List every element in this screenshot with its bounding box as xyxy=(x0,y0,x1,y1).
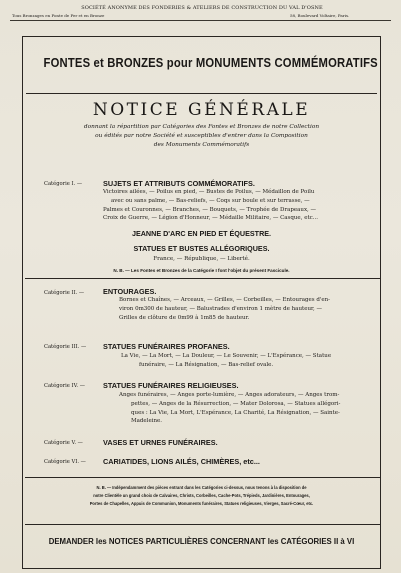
allegoriques-items: France, — République, — Liberté. xyxy=(153,256,250,262)
category-title: VASES ET URNES FUNÉRAIRES. xyxy=(103,438,218,447)
category-title: STATUES FUNÉRAIRES RELIGIEUSES. xyxy=(103,381,239,390)
category-title: ENTOURAGES. xyxy=(103,287,157,296)
item-line: Palmes et Couronnes, — Branches, — Bouquets, — Trophée de Drapeaux, — xyxy=(103,206,317,213)
category-title: SUJETS ET ATTRIBUTS COMMÉMORATIFS. xyxy=(103,179,255,188)
item-line: avec ou sans palme, — Bas-reliefs, — Coqs sur boule et sur terrasse, — xyxy=(111,197,310,204)
intro-line: ou édités par notre Société et susceptibles d'entrer dans la Composition xyxy=(95,133,308,139)
footnote-line: Portes de Chapelles, Appuis de Communion, Monuments funéraires, Statues religieuses, Vierges, Sacré-Cœur, etc. xyxy=(89,500,314,506)
footnote-line: N. B. — Indépendamment des pièces entrant dans les Catégories ci-dessus, nous tenons à la disposition de xyxy=(96,485,307,490)
item-line: Madeleine. xyxy=(131,418,163,425)
title-box xyxy=(26,40,377,94)
category-items xyxy=(119,296,330,322)
nb-note: N. B. — Les Fontes et Bronzes de la Catégorie I font l'objet du présent Fascicule. xyxy=(113,268,290,273)
jeanne-title: JEANNE D'ARC EN PIED ET ÉQUESTRE. xyxy=(131,229,272,238)
category-label: Catégorie I. — xyxy=(44,181,83,187)
category-label: Catégorie II. — xyxy=(44,290,85,296)
item-line: Grilles de clôture de 0m99 à 1m85 de hauteur. xyxy=(119,314,250,321)
section-rule xyxy=(25,477,380,478)
header-rule xyxy=(10,20,391,21)
header-left-note: Tous Bronzages en Fonte de Fer et en Bronze xyxy=(12,13,105,18)
section-rule xyxy=(25,524,380,525)
category-items xyxy=(121,352,331,370)
item-line: Bornes et Chaînes, — Arceaux, — Grilles, — Corbeilles, — Entourages d'en- xyxy=(119,297,331,303)
allegoriques-title: STATUES ET BUSTES ALLÉGORIQUES. xyxy=(133,244,270,253)
category-label: Catégorie VI. — xyxy=(44,459,86,465)
intro-line: donnant la répartition par Catégories des Fontes et Bronzes de notre Collection xyxy=(83,124,320,130)
header-address: 58, Boulevard Voltaire, Paris. xyxy=(290,13,350,18)
page-frame xyxy=(22,36,381,569)
company-header: SOCIÉTÉ ANONYME DES FONDERIES & ATELIERS DE CONSTRUCTION DU VAL D'OSNE xyxy=(81,5,323,11)
page-title: FONTES et BRONZES pour MONUMENTS COMMÉMORATIFS xyxy=(43,56,378,70)
category-label: Catégorie V. — xyxy=(44,440,83,446)
category-label: Catégorie IV. — xyxy=(44,383,85,389)
intro-line: des Monuments Commémoratifs xyxy=(153,142,250,148)
item-line: La Vie, — La Mort, — La Douleur, — Le Souvenir, — L'Espérance, — Statue xyxy=(121,353,332,359)
notice-heading: NOTICE GÉNÉRALE xyxy=(92,100,311,120)
section-rule xyxy=(25,278,380,279)
call-to-action: DEMANDER les NOTICES PARTICULIÈRES CONCERNANT les CATÉGORIES II à VI xyxy=(48,537,355,546)
item-line: Victoires ailées, — Poilus en pied, — Bustes de Poilus, — Médaillon de Poilu xyxy=(103,189,315,195)
category-label: Catégorie III. — xyxy=(44,344,87,350)
category-title: CARIATIDES, LIONS AILÉS, CHIMÈRES, etc... xyxy=(103,457,260,466)
category-items xyxy=(119,391,340,426)
item-line: Anges funéraires, — Anges porte-lumière, — Anges adorateurs, — Anges trom- xyxy=(119,392,340,398)
item-line: Croix de Guerre, — Légion d'Honneur, — Médaille Militaire, — Casque, etc... xyxy=(103,215,318,222)
category-items xyxy=(103,188,318,223)
item-line: funéraire, — La Résignation, — Bas-relief ovale. xyxy=(139,361,274,368)
notice-intro xyxy=(63,123,340,150)
footnote xyxy=(29,484,374,507)
item-line: viron 0m300 de hauteur, — Balustrades d'environ 1 mètre de hauteur, — xyxy=(119,305,323,312)
item-line: pettes, — Anges de la Résurrection, — Mater Dolorosa, — Statues allégori- xyxy=(131,400,341,407)
footnote-line: notre Clientèle un grand choix de Calvaires, Christs, Corbeilles, Cache-Pots, Trépieds, Jardinières, Entourages, xyxy=(93,492,310,498)
item-line: ques : La Vie, La Mort, L'Espérance, La Charité, La Résignation, — Sainte- xyxy=(131,409,340,416)
category-title: STATUES FUNÉRAIRES PROFANES. xyxy=(103,342,230,351)
